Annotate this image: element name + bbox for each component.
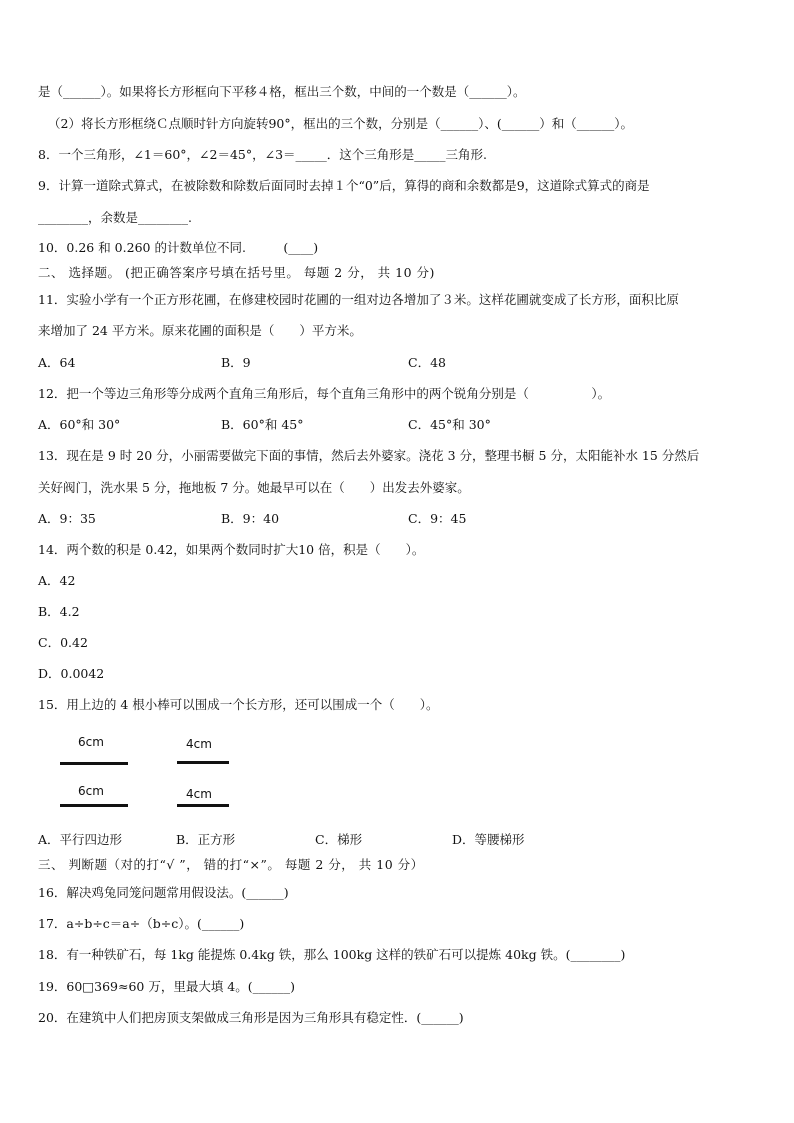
stick-4-label: 4cm [186,787,212,801]
q15-option-c: C．梯形 [315,832,363,847]
stick-2-label: 4cm [186,737,212,751]
q11-line1: 11．实验小学有一个正方形花圃，在修建校园时花圃的一组对边各增加了３米。这样花圃就变成了长方形，面积比原 [38,292,679,307]
q13-option-a: A．9：35 [38,511,96,526]
q11-option-a: A．64 [38,355,76,370]
q11-option-b: B．9 [221,355,251,370]
q18: 18．有一种铁矿石，每 1kg 能提炼 0.4kg 铁，那么 100kg 这样的铁矿石可以提炼 40kg 铁。(________) [38,947,626,962]
q14-option-a: A．42 [38,573,76,588]
q14: 14．两个数的积是 0.42，如果两个数同时扩大10 倍，积是（ ）。 [38,542,425,557]
q13-line2: 关好阀门，洗水果 5 分，拖地板 7 分。她最早可以在（ ）出发去外婆家。 [38,480,470,495]
stick-3 [60,804,128,807]
q10: 10．0.26 和 0.260 的计数单位不同. (____) [38,240,319,255]
stick-2 [177,761,229,764]
q13-option-c: C．9：45 [408,511,467,526]
q19: 19．60□369≈60 万，里最大填 4。(______) [38,979,296,994]
stick-1 [60,762,128,765]
q15-option-d: D．等腰梯形 [452,832,525,847]
q11-option-c: C．48 [408,355,446,370]
section-2-heading: 二、 选择题。 (把正确答案序号填在括号里。 每题 2 分， 共 10 分) [38,265,435,280]
stick-4 [177,804,229,807]
q12-option-c: C．45°和 30° [408,417,491,432]
q15-option-b: B．正方形 [176,832,236,847]
q15-option-a: A．平行四边形 [38,832,123,847]
q7-part2: （2）将长方形框绕Ｃ点顺时针方向旋转90°，框出的三个数，分别是（______）、(______）和（______）。 [48,116,633,131]
q12-option-a: A．60°和 30° [38,417,121,432]
q11-line2: 来增加了 24 平方米。原来花圃的面积是（ ）平方米。 [38,323,362,338]
q9-line2: ________，余数是________. [38,210,192,225]
q20: 20．在建筑中人们把房顶支架做成三角形是因为三角形具有稳定性．(______) [38,1010,464,1025]
section-3-heading: 三、 判断题（对的打“√ ”， 错的打“×”。 每题 2 分， 共 10 分） [38,857,424,872]
stick-3-label: 6cm [78,784,104,798]
q12: 12．把一个等边三角形等分成两个直角三角形后，每个直角三角形中的两个锐角分别是（ ）。 [38,386,611,401]
q8: 8．一个三角形，∠1＝60°，∠2＝45°，∠3＝_____．这个三角形是_____三角形. [38,147,488,162]
q14-option-d: D．0.0042 [38,666,105,681]
q16: 16．解决鸡兔同笼问题常用假设法。(______) [38,885,289,900]
q14-option-c: C．0.42 [38,635,88,650]
q9-line1: 9．计算一道除式算式，在被除数和除数后面同时去掉１个“0”后，算得的商和余数都是9，这道除式算式的商是 [38,178,650,193]
q13-option-b: B．9：40 [221,511,280,526]
q17: 17．a÷b÷c＝a÷（b÷c）。(______) [38,916,245,931]
q13-line1: 13．现在是 9 时 20 分，小丽需要做完下面的事情，然后去外婆家。浇花 3 分，整理书橱 5 分，太阳能补水 15 分然后 [38,448,700,463]
q14-option-b: B．4.2 [38,604,80,619]
stick-1-label: 6cm [78,735,104,749]
q15: 15．用上边的 4 根小棒可以围成一个长方形，还可以围成一个（ ）。 [38,697,439,712]
q7-line1: 是（______）。如果将长方形框向下平移４格，框出三个数，中间的一个数是（______）。 [38,84,526,99]
q12-option-b: B．60°和 45° [221,417,304,432]
